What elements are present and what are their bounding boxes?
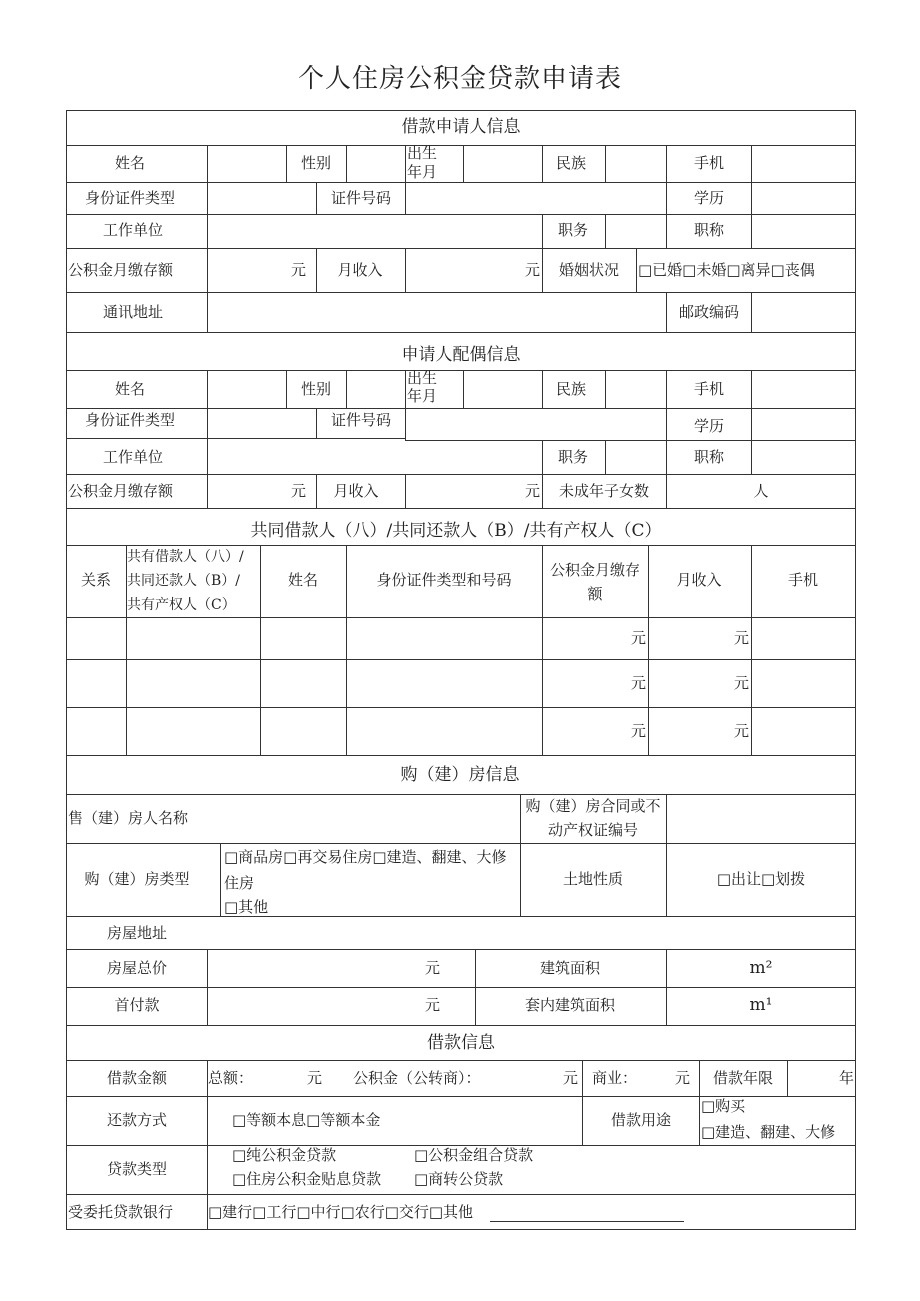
col-divider	[751, 182, 752, 214]
applicant-gender-label: 性别	[300, 154, 332, 172]
co-income-header: 月收入	[676, 571, 722, 589]
col-divider	[666, 440, 667, 474]
spouse-id-type-label: 身份证件类型	[84, 411, 176, 429]
repay-method-options[interactable]: □等额本息□等额本金	[232, 1111, 381, 1129]
col-divider	[666, 182, 667, 214]
row-divider	[66, 1025, 856, 1026]
co-role-header-3: 共有产权人（C）	[127, 597, 236, 613]
minor-children-label: 未成年子女数	[558, 482, 650, 500]
applicant-position-label: 职务	[557, 221, 589, 239]
loan-type-combined[interactable]: □公积金组合贷款	[414, 1146, 534, 1164]
spouse-employer-label: 工作单位	[102, 448, 164, 466]
loan-purpose-buy-option[interactable]: □购买	[701, 1097, 746, 1115]
spouse-id-no-label: 证件号码	[330, 411, 392, 429]
col-divider	[666, 408, 667, 440]
col-divider	[605, 145, 606, 182]
spouse-gender-label: 性别	[300, 380, 332, 398]
applicant-birth-label-1: 出生	[407, 144, 438, 162]
inner-area-label: 套内建筑面积	[524, 996, 616, 1014]
col-divider	[260, 545, 261, 755]
row-divider	[66, 659, 856, 660]
row-divider	[66, 474, 856, 475]
col-divider	[346, 370, 347, 408]
entrusted-bank-label: 受委托贷款银行	[68, 1203, 174, 1221]
col-divider	[751, 292, 752, 332]
col-divider	[405, 370, 406, 408]
col-divider	[666, 843, 667, 916]
row-divider	[66, 843, 856, 844]
applicant-ethnic-label: 民族	[555, 154, 587, 172]
co-role-header-1: 共有借款人（八）/	[127, 549, 244, 565]
yuan-unit: 元	[306, 1069, 322, 1087]
col-divider	[605, 440, 606, 474]
house-total-price-label: 房屋总价	[106, 959, 168, 977]
applicant-address-label: 通讯地址	[102, 303, 164, 321]
col-divider	[542, 440, 543, 474]
co-role-header-2: 共同还款人（B）/	[127, 573, 241, 589]
year-unit: 年	[838, 1069, 854, 1087]
spouse-birth-label-2: 年月	[407, 387, 438, 405]
col-divider	[286, 370, 287, 408]
spouse-name-label: 姓名	[114, 380, 146, 398]
yuan-unit: 元	[424, 959, 440, 977]
col-divider	[405, 182, 406, 214]
section-spouse-info: 申请人配偶信息	[401, 345, 521, 365]
row-divider	[66, 794, 856, 795]
loan-purpose-build-option[interactable]: □建造、翻建、大修	[701, 1123, 836, 1141]
col-divider	[520, 794, 521, 916]
col-divider	[316, 248, 317, 292]
row-divider	[66, 438, 406, 439]
spouse-fund-deposit-label: 公积金月缴存额	[68, 482, 174, 500]
spouse-income-label: 月收入	[333, 482, 379, 500]
yuan-unit: 元	[562, 1069, 578, 1087]
loan-purpose-label: 借款用途	[610, 1111, 672, 1129]
row-divider	[66, 370, 856, 371]
co-row-income-unit: 元	[733, 629, 749, 647]
house-type-options[interactable]: □商品房□再交易住房□建造、翻建、大修	[224, 848, 507, 866]
col-divider	[542, 214, 543, 248]
row-divider	[66, 949, 856, 950]
col-divider	[207, 370, 208, 508]
row-divider	[66, 707, 856, 708]
applicant-fund-deposit-label: 公积金月缴存额	[68, 261, 174, 279]
yuan-unit: 元	[290, 261, 306, 279]
section-house-info: 购（建）房信息	[400, 765, 520, 785]
applicant-name-label: 姓名	[114, 154, 146, 172]
applicant-phone-label: 手机	[693, 154, 725, 172]
col-divider	[648, 545, 649, 755]
section-applicant-info: 借款申请人信息	[401, 117, 521, 137]
col-divider	[316, 474, 317, 508]
col-divider	[666, 145, 667, 182]
contract-no-label-1: 购（建）房合同或不	[525, 797, 661, 815]
house-address-label: 房屋地址	[106, 924, 168, 942]
applicant-education-label: 学历	[693, 189, 725, 207]
col-divider	[405, 474, 406, 508]
col-divider	[463, 370, 464, 408]
col-divider	[207, 145, 208, 332]
contract-no-label-2: 动产权证编号	[547, 821, 639, 839]
marital-status-options[interactable]: □已婚□未婚□离异□丧偶	[638, 261, 815, 279]
col-divider	[751, 145, 752, 182]
house-type-options-cont: 住房	[224, 874, 255, 892]
col-divider	[405, 145, 406, 182]
row-divider	[66, 1194, 856, 1195]
col-divider	[666, 214, 667, 248]
applicant-id-no-label: 证件号码	[330, 189, 392, 207]
col-divider	[666, 370, 667, 408]
yuan-unit: 元	[424, 996, 440, 1014]
col-divider	[751, 545, 752, 755]
row-divider	[405, 440, 856, 441]
col-divider	[751, 440, 752, 474]
co-name-header: 姓名	[287, 571, 319, 589]
co-row-fund-unit: 元	[630, 629, 646, 647]
col-divider	[207, 949, 208, 1025]
col-divider	[542, 545, 543, 755]
col-divider	[346, 145, 347, 182]
land-nature-label: 土地性质	[562, 870, 624, 888]
applicant-birth-label-2: 年月	[407, 163, 438, 181]
other-bank-blank-line[interactable]	[490, 1221, 684, 1222]
loan-commercial-label: 商业：	[592, 1069, 638, 1087]
col-divider	[666, 794, 667, 843]
row-divider	[66, 182, 856, 183]
row-divider	[66, 145, 856, 146]
col-divider	[605, 370, 606, 408]
row-divider	[66, 987, 856, 988]
co-relation-header: 关系	[80, 571, 112, 589]
co-phone-header: 手机	[787, 571, 819, 589]
row-divider	[66, 916, 856, 917]
col-divider	[542, 474, 543, 508]
loan-type-commercial-to-fund[interactable]: □商转公贷款	[414, 1170, 504, 1188]
applicant-income-label: 月收入	[337, 261, 383, 279]
sqm-unit: m²	[749, 958, 773, 978]
row-divider	[66, 248, 856, 249]
loan-term-label: 借款年限	[712, 1069, 774, 1087]
col-divider	[751, 408, 752, 440]
co-fund-header-1: 公积金月缴存	[549, 561, 641, 579]
entrusted-bank-options[interactable]: □建行□工行□中行□农行□交行□其他	[208, 1203, 474, 1221]
col-divider	[220, 843, 221, 916]
applicant-title-label: 职称	[693, 221, 725, 239]
loan-amount-label: 借款金额	[106, 1069, 168, 1087]
col-divider	[699, 1060, 700, 1096]
spouse-ethnic-label: 民族	[555, 380, 587, 398]
co-row-income-unit: 元	[733, 674, 749, 692]
house-type-label: 购（建）房类型	[84, 870, 190, 888]
house-type-other-option[interactable]: □其他	[224, 898, 269, 916]
col-divider	[316, 408, 317, 438]
col-divider	[751, 370, 752, 408]
section-co-borrower: 共同借款人（八）/共同还款人（B）/共有产权人（C）	[250, 521, 662, 541]
spouse-phone-label: 手机	[693, 380, 725, 398]
co-id-header: 身份证件类型和号码	[376, 571, 512, 589]
co-row-fund-unit: 元	[630, 722, 646, 740]
applicant-employer-label: 工作单位	[102, 221, 164, 239]
yuan-unit: 元	[290, 482, 306, 500]
loan-fund-label: 公积金（公转商）：	[353, 1069, 481, 1087]
col-divider	[542, 370, 543, 408]
col-divider	[582, 1060, 583, 1096]
row-divider	[66, 1060, 856, 1061]
repay-method-label: 还款方式	[106, 1111, 168, 1129]
co-row-income-unit: 元	[733, 722, 749, 740]
land-nature-options[interactable]: □出让□划拨	[716, 870, 806, 888]
loan-type-subsidized[interactable]: □住房公积金贴息贷款	[232, 1170, 382, 1188]
col-divider	[582, 1096, 583, 1145]
applicant-marital-label: 婚姻状况	[558, 261, 620, 279]
loan-type-pure-fund[interactable]: □纯公积金贷款	[232, 1146, 337, 1164]
col-divider	[316, 182, 317, 214]
row-divider	[66, 545, 856, 546]
spouse-education-label: 学历	[693, 417, 725, 435]
applicant-id-type-label: 身份证件类型	[84, 189, 176, 207]
yuan-unit: 元	[674, 1069, 690, 1087]
col-divider	[787, 1060, 788, 1096]
col-divider	[542, 145, 543, 182]
build-area-label: 建筑面积	[539, 959, 601, 977]
row-divider	[66, 755, 856, 756]
section-loan-info: 借款信息	[427, 1033, 495, 1053]
col-divider	[405, 248, 406, 292]
yuan-unit: 元	[524, 482, 540, 500]
person-unit: 人	[753, 482, 769, 500]
col-divider	[636, 248, 637, 292]
row-divider	[66, 408, 856, 409]
seller-name-label: 售（建）房人名称	[68, 809, 189, 827]
col-divider	[666, 949, 667, 1025]
row-divider	[66, 617, 856, 618]
row-divider	[66, 332, 856, 333]
spouse-position-label: 职务	[557, 448, 589, 466]
sqm-unit-inner: m¹	[749, 995, 773, 1015]
down-payment-label: 首付款	[114, 996, 160, 1014]
col-divider	[286, 145, 287, 182]
loan-type-label: 贷款类型	[106, 1160, 168, 1178]
row-divider	[66, 214, 856, 215]
col-divider	[463, 145, 464, 182]
col-divider	[751, 214, 752, 248]
col-divider	[605, 214, 606, 248]
yuan-unit: 元	[524, 261, 540, 279]
col-divider	[346, 545, 347, 755]
loan-total-label: 总额：	[208, 1069, 254, 1087]
applicant-postcode-label: 邮政编码	[678, 303, 740, 321]
spouse-title-label: 职称	[693, 448, 725, 466]
row-divider	[66, 292, 856, 293]
row-divider	[66, 508, 856, 509]
page-title: 个人住房公积金贷款申请表	[297, 64, 622, 94]
col-divider	[542, 248, 543, 292]
co-fund-header-2: 额	[587, 585, 603, 603]
col-divider	[475, 949, 476, 1025]
col-divider	[699, 1096, 700, 1145]
col-divider	[405, 408, 406, 440]
co-row-fund-unit: 元	[630, 674, 646, 692]
col-divider	[666, 292, 667, 332]
col-divider	[666, 474, 667, 508]
spouse-birth-label-1: 出生	[407, 369, 438, 387]
